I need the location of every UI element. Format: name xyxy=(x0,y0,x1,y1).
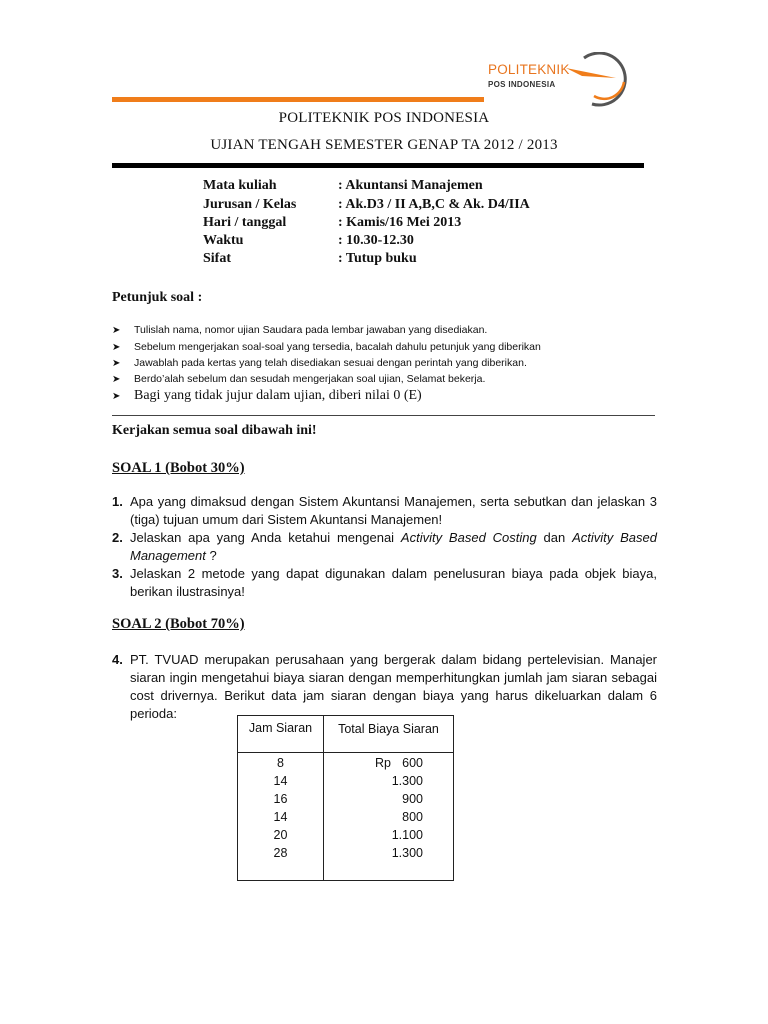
info-value-waktu: : 10.30-12.30 xyxy=(338,233,414,248)
question-1 xyxy=(112,493,657,529)
table-cell-jam: 14 xyxy=(273,810,288,824)
instruction-item xyxy=(112,388,422,404)
info-value-mata-kuliah: : Akuntansi Manajemen xyxy=(338,178,483,193)
logo-line2: POS INDONESIA xyxy=(488,80,556,89)
institution-title: POLITEKNIK POS INDONESIA xyxy=(278,110,490,126)
logo-line1: POLITEKNIK xyxy=(488,62,570,77)
question-4 xyxy=(112,651,657,723)
section-divider xyxy=(112,415,655,416)
instruction-item xyxy=(112,373,485,385)
table-header-jam: Jam Siaran xyxy=(248,721,313,735)
instruction-text: Jawablah pada kertas yang telah disediakan sesuai dengan perintah yang diberikan. xyxy=(134,357,527,369)
table-cell-jam: 14 xyxy=(273,774,288,788)
instruction-text: Berdo’alah sebelum dan sesudah mengerjakan soal ujian, Selamat bekerja. xyxy=(134,373,486,385)
table-cell-jam: 28 xyxy=(273,846,288,860)
info-label-hari: Hari / tanggal xyxy=(203,215,287,230)
instruction-text: Bagi yang tidak jujur dalam ujian, diberi nilai 0 (E) xyxy=(134,388,422,403)
politeknik-logo xyxy=(488,52,633,108)
question-3 xyxy=(112,565,657,601)
exam-title: UJIAN TENGAH SEMESTER GENAP TA 2012 / 2013 xyxy=(210,137,558,153)
info-label-jurusan: Jurusan / Kelas xyxy=(203,197,297,212)
task-instruction: Kerjakan semua soal dibawah ini! xyxy=(112,423,317,438)
broadcast-cost-table xyxy=(237,715,454,881)
question-number: 3. xyxy=(112,566,123,581)
arrow-bullet-icon: ➤ xyxy=(112,325,121,336)
table-cell-biaya: 1.300 xyxy=(391,774,423,788)
question-number: 4. xyxy=(112,652,123,667)
question-number: 2. xyxy=(112,530,123,545)
logo-swoosh-icon xyxy=(564,52,634,108)
info-value-jurusan: : Ak.D3 / II A,B,C & Ak. D4/IIA xyxy=(338,197,530,212)
soal-1-heading: SOAL 1 (Bobot 30%) xyxy=(112,460,245,476)
question-2 xyxy=(112,529,657,565)
table-cell-biaya: 900 xyxy=(402,792,423,806)
table-cell-biaya: 800 xyxy=(402,810,423,824)
table-cell-jam: 20 xyxy=(273,828,288,842)
instruction-text: Sebelum mengerjakan soal-soal yang tersedia, bacalah dahulu petunjuk yang diberikan xyxy=(134,341,541,353)
question-text: Jelaskan 2 metode yang dapat digunakan dalam penelusuran biaya pada objek biaya, berikan ilustrasinya! xyxy=(130,566,657,599)
table-cell-biaya: 600 xyxy=(402,756,423,770)
info-value-sifat: : Tutup buku xyxy=(338,251,417,266)
question-text: Apa yang dimaksud dengan Sistem Akuntansi Manajemen, serta sebutkan dan jelaskan 3 (tiga) tujuan umum dari Sistem Akuntansi Manajemen! xyxy=(130,494,657,527)
header-divider xyxy=(112,163,644,168)
table-cell-biaya: 1.100 xyxy=(391,828,423,842)
table-cell-biaya: 1.300 xyxy=(391,846,423,860)
arrow-bullet-icon: ➤ xyxy=(112,358,121,369)
question-text: Jelaskan apa yang Anda ketahui mengenai Activity Based Costing dan Activity Based Management ? xyxy=(130,530,657,563)
table-cell-jam: 16 xyxy=(273,792,288,806)
info-value-hari: : Kamis/16 Mei 2013 xyxy=(338,215,462,230)
info-label-waktu: Waktu xyxy=(203,233,244,248)
instruction-item xyxy=(112,357,527,369)
instruction-item xyxy=(112,324,487,336)
orange-header-rule xyxy=(112,97,484,102)
arrow-bullet-icon: ➤ xyxy=(112,342,121,353)
table-header-biaya: Total Biaya Siaran xyxy=(338,722,439,736)
table-cell-jam: 8 xyxy=(277,756,284,770)
soal-2-heading: SOAL 2 (Bobot 70%) xyxy=(112,616,245,632)
table-header-divider xyxy=(238,752,453,753)
arrow-bullet-icon: ➤ xyxy=(112,374,121,385)
info-label-sifat: Sifat xyxy=(203,251,231,266)
currency-label: Rp xyxy=(375,756,391,770)
table-column-divider xyxy=(323,716,324,880)
arrow-bullet-icon: ➤ xyxy=(112,391,121,402)
instruction-item xyxy=(112,341,541,353)
instructions-heading: Petunjuk soal : xyxy=(112,290,203,305)
question-number: 1. xyxy=(112,494,123,509)
instruction-text: Tulislah nama, nomor ujian Saudara pada lembar jawaban yang disediakan. xyxy=(134,324,488,336)
info-label-mata-kuliah: Mata kuliah xyxy=(203,178,277,193)
question-text: PT. TVUAD merupakan perusahaan yang bergerak dalam bidang pertelevisian. Manajer siaran ingin mengetahui biaya siaran dengan memperhitungkan jumlah jam siaran sebagai cost drivernya. Berikut data jam siaran dengan biaya yang harus dikeluarkan dalam 6 perioda: xyxy=(130,652,657,721)
